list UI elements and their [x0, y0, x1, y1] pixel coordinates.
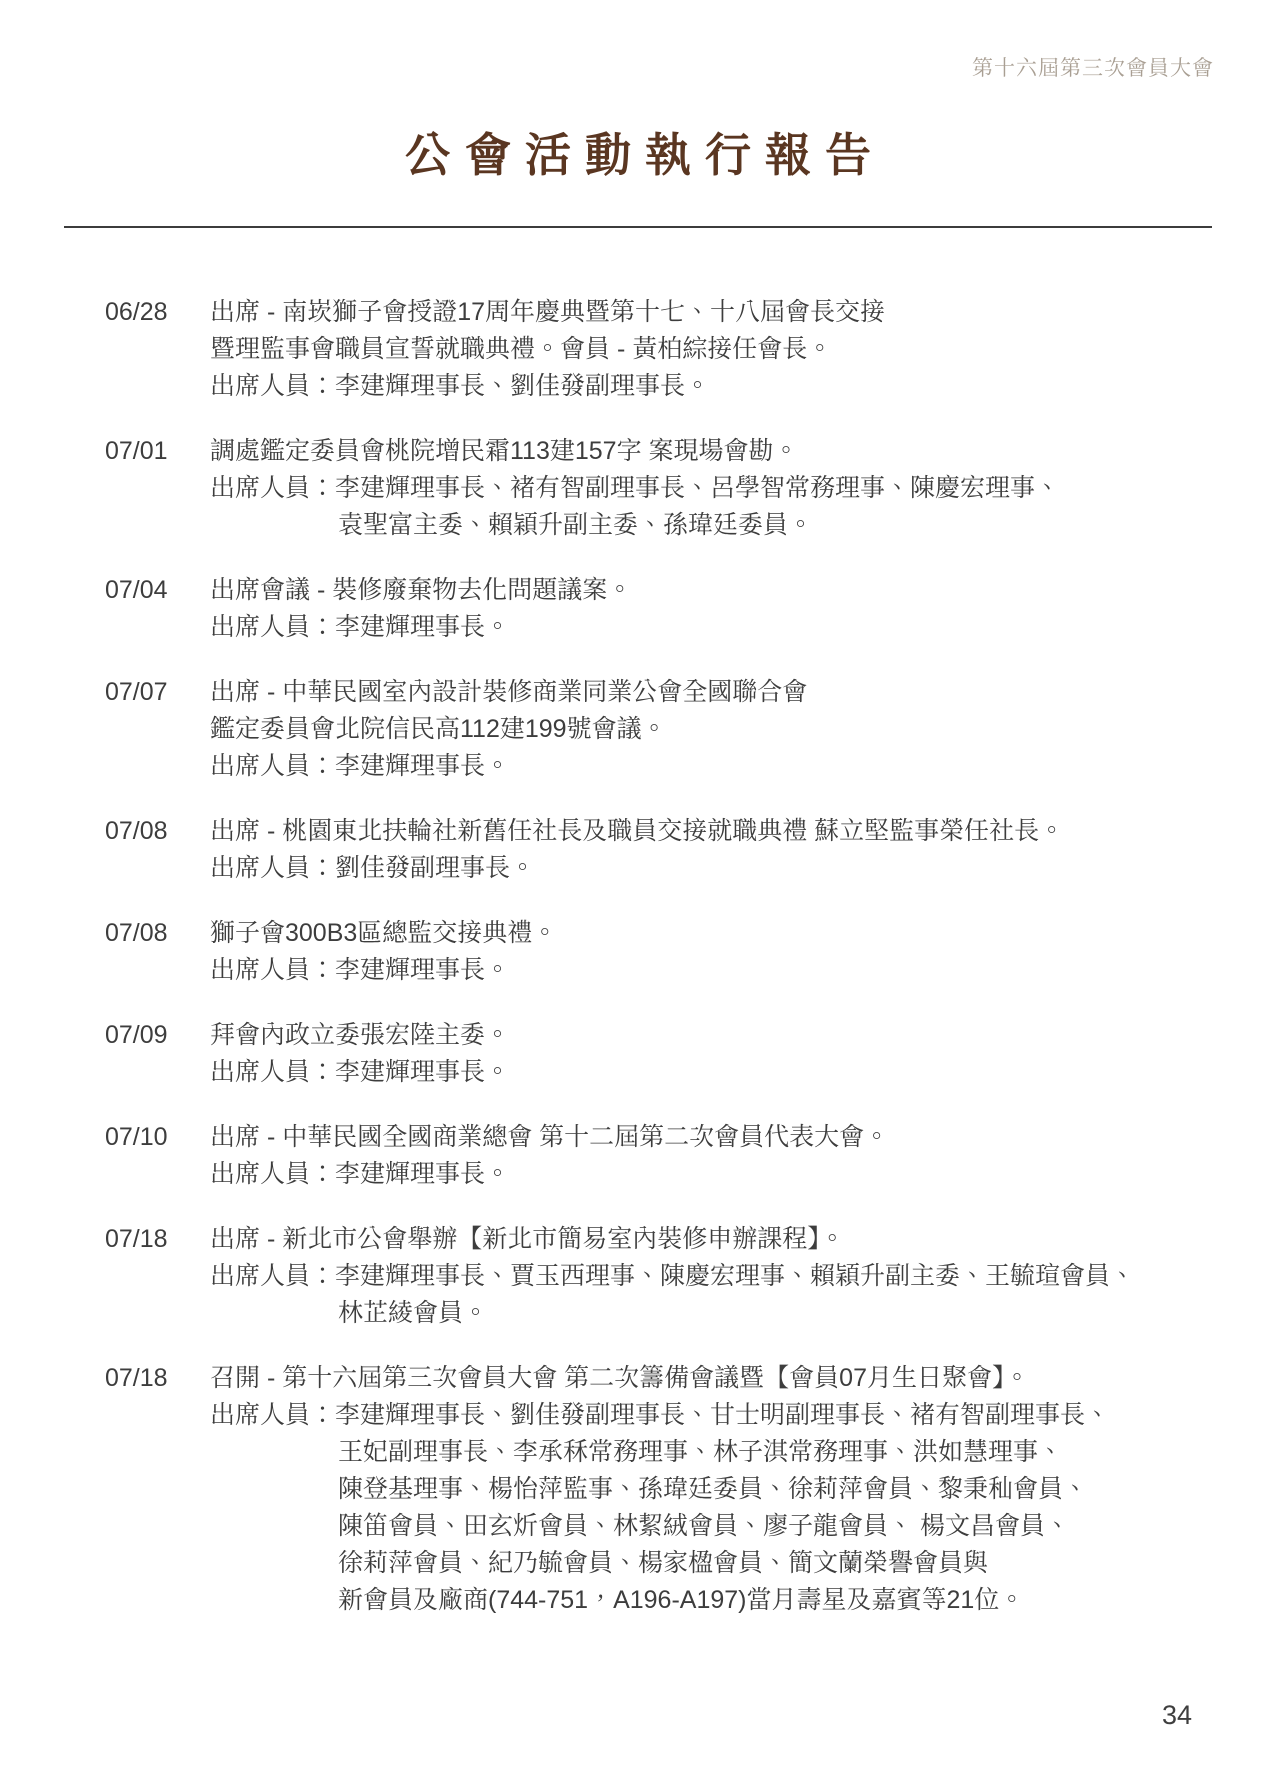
entry-line: 召開 - 第十六屆第三次會員大會 第二次籌備會議暨【會員07月生日聚會】。 [210, 1363, 1030, 1392]
entry-attendees-line: 出席人員：李建輝理事長、賈玉西理事、陳慶宏理事、賴穎升副主委、王毓瑄會員、 [210, 1261, 1136, 1290]
entry-line: 獅子會300B3區總監交接典禮。 [210, 918, 558, 947]
entry-body [210, 433, 1216, 544]
entry-body [210, 1119, 1216, 1193]
page-number: 34 [1161, 1700, 1192, 1730]
entry-attendees-line: 陳登基理事、楊怡萍監事、孫瑋廷委員、徐莉萍會員、黎秉秈會員、 [338, 1474, 1089, 1503]
entry-body [210, 1221, 1216, 1332]
page-title: 公會活動執行報告 [405, 130, 885, 181]
entry-attendees-line: 出席人員：李建輝理事長、褚有智副理事長、呂學智常務理事、陳慶宏理事、 [210, 473, 1061, 502]
entry-line: 出席 - 新北市公會舉辦【新北市簡易室內裝修申辦課程】。 [210, 1224, 845, 1253]
entry-attendees-line: 出席人員：李建輝理事長、劉佳發副理事長。 [210, 371, 711, 400]
entry-body [210, 294, 1216, 405]
entry-attendees-line: 出席人員：李建輝理事長。 [210, 1057, 511, 1086]
activity-entry [105, 1221, 1216, 1332]
entry-body [210, 674, 1216, 785]
entry-line: 出席 - 南崁獅子會授證17周年慶典暨第十七、十八屆會長交接 [210, 297, 886, 326]
entry-date: 07/07 [105, 677, 168, 706]
entry-line: 暨理監事會職員宣誓就職典禮。會員 - 黃柏綜接任會長。 [210, 334, 833, 363]
entry-attendees-line: 林芷綾會員。 [338, 1298, 489, 1327]
entry-body [210, 572, 1216, 646]
activity-entry [105, 1017, 1216, 1091]
entry-attendees-line: 徐莉萍會員、紀乃毓會員、楊家楹會員、簡文蘭榮譽會員與 [338, 1548, 989, 1577]
entry-attendees-line: 出席人員：李建輝理事長、劉佳發副理事長、甘士明副理事長、褚有智副理事長、 [210, 1400, 1111, 1429]
entry-attendees-line: 王妃副理事長、李承秝常務理事、林子淇常務理事、洪如慧理事、 [338, 1437, 1064, 1466]
entry-date: 07/04 [105, 575, 168, 604]
entry-body [210, 1360, 1216, 1619]
activity-entry [105, 294, 1216, 405]
entry-date: 07/01 [105, 436, 168, 465]
entry-attendees-line: 出席人員：李建輝理事長。 [210, 612, 511, 641]
activity-entry [105, 1360, 1216, 1619]
entry-line: 拜會內政立委張宏陸主委。 [210, 1020, 511, 1049]
entry-line: 出席 - 桃園東北扶輪社新舊任社長及職員交接就職典禮 蘇立堅監事榮任社長。 [210, 816, 1065, 845]
entry-attendees-line: 出席人員：李建輝理事長。 [210, 751, 511, 780]
entry-attendees-line: 新會員及廠商(744-751，A196-A197)當月壽星及嘉賓等21位。 [338, 1585, 1025, 1614]
entry-date: 07/08 [105, 918, 168, 947]
entry-attendees-line: 出席人員：李建輝理事長。 [210, 955, 511, 984]
activity-entry [105, 813, 1216, 887]
activity-entry [105, 915, 1216, 989]
entry-attendees-line: 陳笛會員、田玄炘會員、林絜絨會員、廖子龍會員、 楊文昌會員、 [338, 1511, 1070, 1540]
title-divider [64, 226, 1212, 228]
entry-line: 調處鑑定委員會桃院增民霜113建157字 案現場會勘。 [210, 436, 799, 465]
activity-entry [105, 572, 1216, 646]
entry-attendees-line: 出席人員：劉佳發副理事長。 [210, 853, 536, 882]
activity-entry [105, 433, 1216, 544]
activity-entry [105, 1119, 1216, 1193]
entry-date: 07/18 [105, 1224, 168, 1253]
entry-attendees-line: 出席人員：李建輝理事長。 [210, 1159, 511, 1188]
entry-date: 06/28 [105, 297, 168, 326]
document-header-label: 第十六屆第三次會員大會 [972, 57, 1214, 80]
activity-report-list [105, 294, 1216, 1619]
entry-date: 07/18 [105, 1363, 168, 1392]
entry-date: 07/08 [105, 816, 168, 845]
entry-line: 出席 - 中華民國全國商業總會 第十二屆第二次會員代表大會。 [210, 1122, 890, 1151]
entry-line: 鑑定委員會北院信民高112建199號會議。 [210, 714, 667, 743]
entry-body [210, 1017, 1216, 1091]
entry-body [210, 813, 1216, 887]
entry-body [210, 915, 1216, 989]
entry-date: 07/09 [105, 1020, 168, 1049]
entry-line: 出席會議 - 裝修廢棄物去化問題議案。 [210, 575, 633, 604]
entry-date: 07/10 [105, 1122, 168, 1151]
activity-entry [105, 674, 1216, 785]
entry-attendees-line: 袁聖富主委、賴穎升副主委、孫瑋廷委員。 [338, 510, 814, 539]
entry-line: 出席 - 中華民國室內設計裝修商業同業公會全國聯合會 [210, 677, 808, 706]
